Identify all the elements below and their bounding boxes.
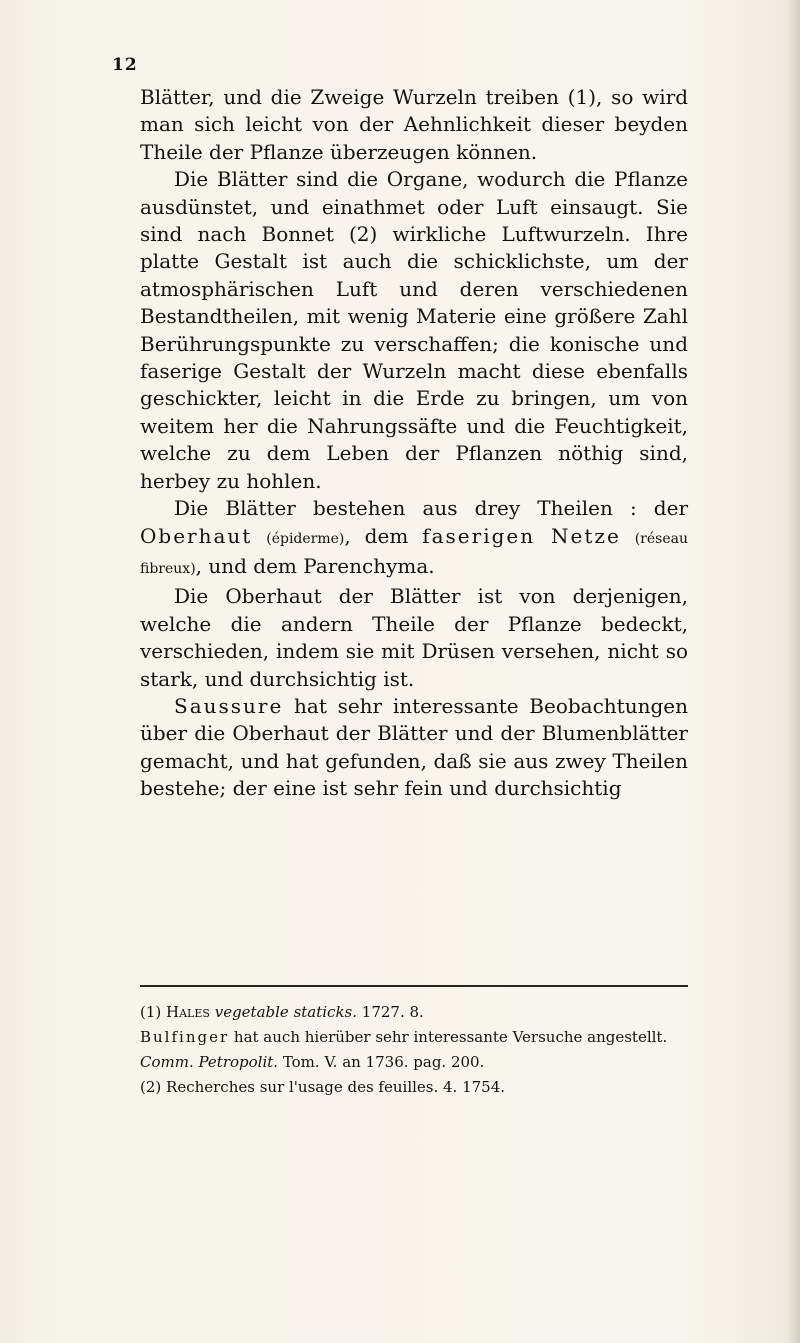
page-number: 12: [112, 55, 138, 75]
p3-before: Die Blätter bestehen aus drey Theilen : der: [174, 496, 688, 521]
paragraph-4: Die Oberhaut der Blätter ist von derjenigen, welche die andern Theile der Pflanze bedeckt, verschieden, indem sie mit Drüsen versehen, nicht so stark, und durchsichtig ist.: [140, 584, 688, 691]
footnote-rule: [140, 985, 688, 987]
term-oberhaut: Oberhaut: [140, 523, 253, 548]
term-oberhaut-french: (épiderme): [266, 530, 345, 547]
footnote-1-journal: Comm. Petropolit.: [140, 1053, 279, 1071]
footnote-1-title: vegetable staticks.: [214, 1003, 358, 1021]
p3-mid: , dem: [344, 523, 423, 548]
footnote-1: [140, 1000, 688, 1025]
footnote-1-marker: (1): [140, 1003, 162, 1021]
footnote-1-text: hat auch hierüber sehr interessante Versuche angestellt.: [229, 1028, 668, 1046]
paragraph-1: Blätter, und die Zweige Wurzeln treiben (1), so wird man sich leicht von der Aehnlichkeit dieser beyden Theile der Pflanze überzeugen können.: [140, 85, 688, 164]
paragraph-2: Die Blätter sind die Organe, wodurch die Pflanze ausdünstet, und einathmet oder Luft einsaugt. Sie sind nach Bonnet (2) wirkliche Luftwurzeln. Ihre platte Gestalt ist auch die schicklichste, um der atmosphärischen Luft und deren verschiedenen Bestandtheilen, mit wenig Materie eine größere Zahl Berührungspunkte zu verschaffen; die konische und faserige Gestalt der Wurzeln macht diese ebenfalls geschickter, leicht in die Erde zu bringen, um von weitem her die Nahrungssäfte und die Feuchtigkeit, welche zu dem Leben der Pflanzen nöthig sind, herbey zu hohlen.: [140, 167, 688, 493]
footnotes: [140, 1000, 688, 1100]
page-edge-shadow: [786, 0, 800, 1343]
main-text: [140, 84, 688, 803]
paragraph-5: [140, 693, 688, 803]
term-netze: faserigen Netze: [422, 523, 621, 548]
footnote-1-author: Hales: [166, 1003, 210, 1021]
footnote-1-rest: 1727. 8.: [357, 1003, 424, 1021]
footnote-2-text: Recherches sur l'usage des feuilles. 4. 1754.: [166, 1078, 506, 1096]
p3-after: , und dem Parenchyma.: [195, 553, 435, 578]
footnote-1-name: Bulfinger: [140, 1028, 230, 1046]
footnote-2-marker: (2): [140, 1078, 162, 1096]
paragraph-3: [140, 495, 688, 583]
footnote-1-continuation: [140, 1025, 688, 1075]
footnote-1-ref: Tom. V. an 1736. pag. 200.: [278, 1053, 485, 1071]
footnote-2: [140, 1075, 688, 1100]
term-netze-french: (réseau fibreux): [140, 530, 688, 577]
name-saussure: Saussure: [174, 693, 284, 718]
p5-text: hat sehr interessante Beobachtungen über die Oberhaut der Blätter und der Blumenblätter gemacht, und hat gefunden, daß sie aus zwey Theilen bestehe; der eine ist sehr fein und durchsichtig: [140, 693, 688, 801]
